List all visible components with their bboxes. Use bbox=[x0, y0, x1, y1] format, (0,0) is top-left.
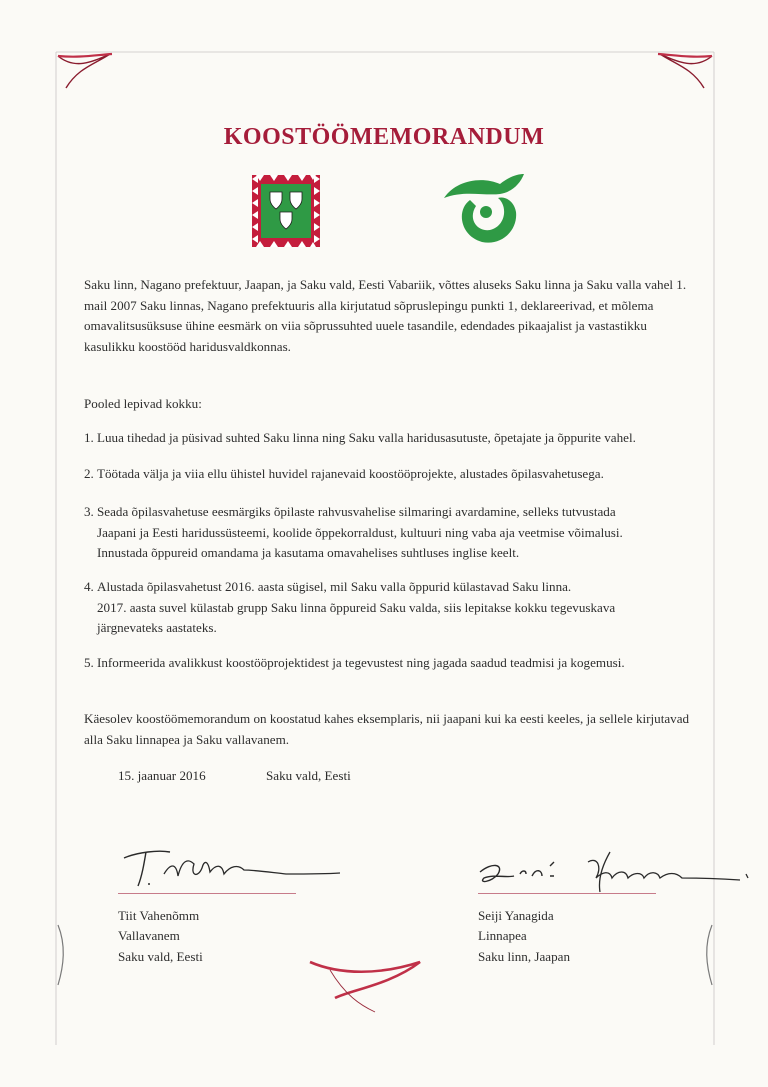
signing-date: 15. jaanuar 2016 bbox=[118, 768, 206, 783]
right-handwritten-signature bbox=[470, 848, 756, 894]
left-signature-line bbox=[118, 893, 296, 894]
saku-vald-coat-of-arms-icon bbox=[252, 175, 320, 247]
right-signatory-place: Saku linn, Jaapan bbox=[478, 948, 571, 964]
list-item-2: 2. Töötada välja ja viia ellu ühistel huvidel rajanevaid koostööprojekte, alustades õpilasvahetusega. bbox=[84, 466, 604, 481]
left-signatory-place: Saku vald, Eesti bbox=[118, 948, 203, 964]
agreement-heading: Pooled lepivad kokku: bbox=[84, 396, 202, 411]
list-item-1: 1. Luua tihedad ja püsivad suhted Saku linna ning Saku valla haridusasutuste, õpetajate ja õppurite vahel. bbox=[84, 430, 636, 445]
left-handwritten-signature bbox=[118, 846, 348, 892]
right-signatory-name: Seiji Yanagida bbox=[478, 908, 554, 923]
list-item-3: 3. Seada õpilasvahetuse eesmärgiks õpilaste rahvusvahelise silmaringi avardamine, selleks tutvustada Jaapani ja Eesti haridussüsteemi, koolide õppekorraldust, kultuuri ning vaba aja veetmise võimalusi. Innustada õppureid omandama ja kasutama omavahelises suhtluses inglise keelt. bbox=[84, 504, 623, 561]
document-title: KOOSTÖÖMEMORANDUM bbox=[223, 124, 545, 150]
left-signatory bbox=[118, 906, 203, 967]
intro-paragraph: Saku linn, Nagano prefektuur, Jaapan, ja Saku vald, Eesti Vabariik, võttes aluseks Saku linna ja Saku valla vahel 1. mail 2007 Saku linnas, Nagano prefektuuris alla kirjutatud sõpruslepingu punkti 1, deklareerivad, et mõlema omavalitsusüksuse ühine eesmärk on viia sõprussuhted uuele tasandile, edendades pikaajalist ja vastastikku kasulikku koostööd haridusvaldkonnas. bbox=[84, 277, 687, 354]
left-signatory-role: Vallavanem bbox=[118, 928, 180, 944]
closing-paragraph: Käesolev koostöömemorandum on koostatud kahes eksemplaris, nii jaapani kui ka eesti keeles, ja sellele kirjutavad alla Saku linnapea ja Saku vallavanem. bbox=[84, 711, 690, 747]
left-signatory-name: Tiit Vahenõmm bbox=[118, 908, 200, 923]
right-signatory bbox=[478, 906, 570, 967]
list-item-4: 4. Alustada õpilasvahetust 2016. aasta sügisel, mil Saku valla õppurid külastavad Saku linna. 2017. aasta suvel külastab grupp Saku linna õppureid Saku valda, siis lepitakse kokku tegevuskava järgnevateks aastateks. bbox=[84, 579, 616, 636]
right-signatory-role: Linnapea bbox=[478, 928, 527, 944]
right-signature-line bbox=[478, 893, 656, 894]
list-item-5: 5. Informeerida avalikkust koostööprojektidest ja tegevustest ning jagada saadud teadmisi ja kogemusi. bbox=[84, 655, 625, 670]
saku-city-emblem-icon bbox=[440, 170, 526, 246]
signing-place: Saku vald, Eesti bbox=[266, 768, 351, 783]
